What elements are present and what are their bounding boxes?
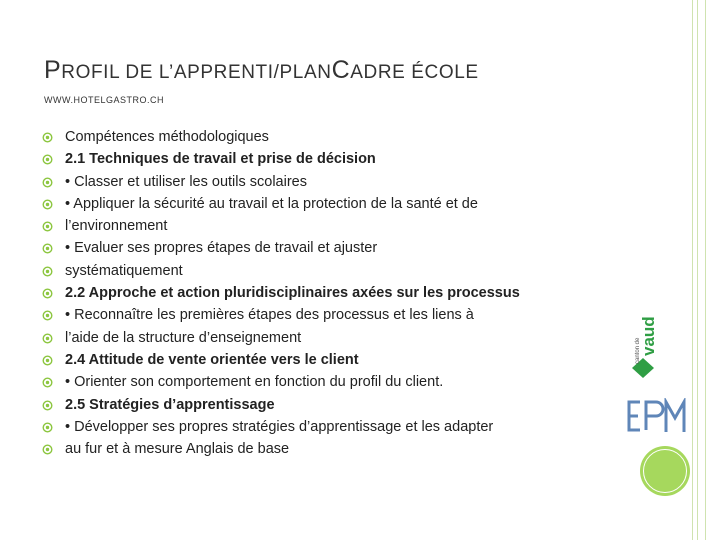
vaud-logo-small-text: canton de	[635, 337, 641, 364]
bullet-item	[42, 283, 520, 305]
bullet-item	[42, 439, 520, 461]
bullet-icon	[42, 199, 53, 210]
bullet-icon	[42, 221, 53, 232]
bullet-item	[42, 238, 520, 260]
bullet-text: au fur et à mesure Anglais de base	[65, 441, 290, 458]
bullet-text: • Orienter son comportement en fonction du profil du client.	[65, 374, 444, 391]
bullet-item	[42, 372, 520, 394]
bullet-icon	[42, 243, 53, 254]
bullet-text: systématiquement	[65, 262, 183, 279]
bullet-item	[42, 305, 520, 327]
bullet-text: • Appliquer la sécurité au travail et la protection de la santé et de	[65, 195, 478, 212]
bullet-item	[42, 350, 520, 372]
bullet-text: • Reconnaître les premières étapes des processus et les liens à	[65, 307, 474, 324]
slide-subtitle: WWW.HOTELGASTRO.CH	[44, 95, 164, 105]
bullet-icon	[42, 422, 53, 433]
bullet-text: 2.4 Attitude de vente orientée vers le client	[65, 351, 359, 368]
bullet-icon	[42, 177, 53, 188]
bullet-icon	[42, 288, 53, 299]
bullet-item	[42, 216, 520, 238]
bullet-text: 2.5 Stratégies d’apprentissage	[65, 396, 275, 413]
bullet-text: l’environnement	[65, 218, 168, 235]
bullet-icon	[42, 310, 53, 321]
decorative-line	[692, 0, 693, 540]
bullet-icon	[42, 154, 53, 165]
bullet-text: • Evaluer ses propres étapes de travail et ajuster	[65, 240, 378, 257]
bullet-item	[42, 328, 520, 350]
bullet-text: 2.1 Techniques de travail et prise de décision	[65, 151, 376, 168]
bullet-item	[42, 149, 520, 171]
decorative-line	[697, 0, 698, 540]
bullet-item	[42, 417, 520, 439]
bullet-icon	[42, 132, 53, 143]
bullet-item	[42, 194, 520, 216]
vaud-logo	[628, 310, 658, 380]
bullet-text: 2.2 Approche et action pluridisciplinaires axées sur les processus	[65, 285, 520, 302]
decorative-circle	[640, 446, 690, 496]
bullet-icon	[42, 377, 53, 388]
bullet-icon	[42, 266, 53, 277]
bullet-item	[42, 395, 520, 417]
bullet-icon	[42, 355, 53, 366]
bullet-list	[42, 127, 520, 461]
bullet-text: Compétences méthodologiques	[65, 129, 269, 145]
bullet-item	[42, 261, 520, 283]
decorative-line	[705, 0, 706, 540]
bullet-text: l’aide de la structure d’enseignement	[65, 329, 302, 346]
slide-title: PROFIL DE L’APPRENTI/PLANCADRE ÉCOLE	[44, 56, 479, 84]
epm-logo	[626, 398, 688, 434]
bullet-item	[42, 127, 520, 149]
vaud-logo-text: vaud	[639, 316, 658, 356]
bullet-text: • Classer et utiliser les outils scolaires	[65, 173, 307, 190]
bullet-icon	[42, 400, 53, 411]
bullet-icon	[42, 333, 53, 344]
bullet-icon	[42, 444, 53, 455]
bullet-item	[42, 172, 520, 194]
bullet-text: • Développer ses propres stratégies d’apprentissage et les adapter	[65, 418, 494, 435]
